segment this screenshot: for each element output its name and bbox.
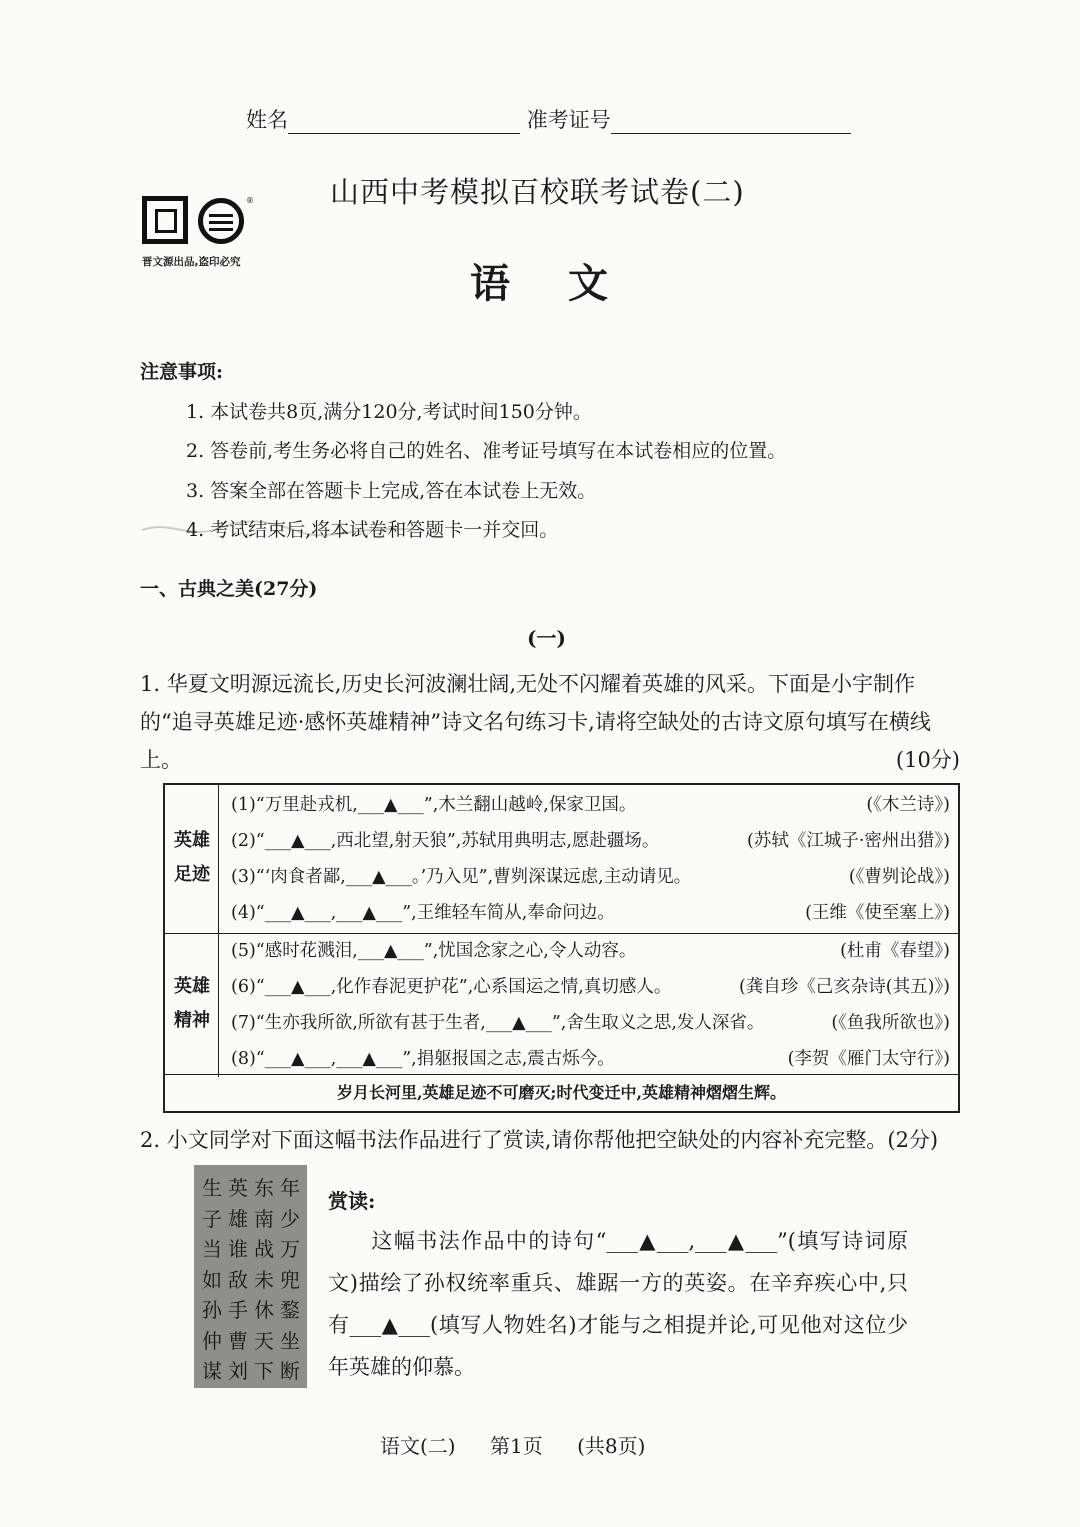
fill-blank-row[interactable]: (1)“万里赴戎机,___▲___”,木兰翻山越岭,保家卫国。 (《木兰诗》) <box>231 795 950 815</box>
calligraphy-column: 生子当如孙仲谋 <box>202 1176 222 1383</box>
fill-blank-row[interactable]: (6)“___▲___,化作春泥更护花”,心系国运之情,真切感人。 (龚自珍《己亥杂诗(其五)》) <box>231 977 950 997</box>
part-title: (一) <box>527 626 566 650</box>
group-hero-spirit <box>165 933 958 1077</box>
appreciation-text[interactable]: 这幅书法作品中的诗句“___▲___,___▲___”(填写诗词原文)描绘了孙权统率重兵、雄踞一方的英姿。在辛弃疾心中,只有___▲___(填写人物姓名)才能与之相提并论,可见他对这位少年英雄的仰慕。 <box>328 1229 908 1379</box>
question-2-text: 2. 小文同学对下面这幅书法作品进行了赏读,请你帮他把空缺处的内容补充完整。(2分) <box>140 1128 939 1152</box>
fill-blank-row[interactable]: (5)“感时花溅泪,___▲___”,忧国念家之心,令人动容。 (杜甫《春望》) <box>231 941 950 961</box>
fill-blank-row[interactable]: (4)“___▲___,___▲___”,王维轻车简从,奉命问边。 (王维《使至塞上》) <box>231 903 950 923</box>
poetry-practice-card <box>163 783 960 1113</box>
fill-blank-row[interactable]: (2)“___▲___,西北望,射天狼”,苏轼用典明志,愿赴疆场。 (苏轼《江城子·密州出猎》) <box>231 831 950 851</box>
footer-total: (共8页) <box>577 1434 646 1458</box>
fill-blank-row[interactable]: (7)“生亦我所欲,所欲有甚于生者,___▲___”,舍生取义之思,发人深省。 (《鱼我所欲也》) <box>231 1013 950 1033</box>
name-label: 姓名 <box>246 108 288 132</box>
name-blank[interactable] <box>288 133 520 134</box>
exam-title: 山西中考模拟百校联考试卷(二) <box>330 175 745 209</box>
group-label: 英雄 足迹 <box>165 785 219 933</box>
calligraphy-column: 东南战未休天下 <box>254 1176 274 1383</box>
footer-subject: 语文(二) <box>380 1434 456 1458</box>
page-footer <box>380 1430 673 1459</box>
registered-mark: ® <box>246 196 254 205</box>
notice-title: 注意事项: <box>140 361 224 383</box>
appreciation-title: 赏读: <box>328 1189 376 1213</box>
group-hero-footprints <box>165 785 958 934</box>
candidate-info-row <box>246 104 851 134</box>
footer-page: 第1页 <box>489 1434 543 1458</box>
section-title: 一、古典之美(27分) <box>140 578 318 600</box>
calligraphy-image <box>194 1165 307 1388</box>
question-1-text: 1. 华夏文明源远流长,历史长河波澜壮阔,无处不闪耀着英雄的风采。下面是小宇制作的“追寻英雄足迹·感怀英雄精神”诗文名句练习卡,请将空缺处的古诗文原句填写在横线上。 <box>140 672 931 772</box>
exam-id-blank[interactable] <box>611 133 851 134</box>
question-1 <box>140 665 960 779</box>
notice-item: 1. 本试卷共8页,满分120分,考试时间150分钟。 <box>186 401 592 423</box>
logo-caption: 晋文源出品,盗印必究 <box>142 256 241 268</box>
question-1-score: (10分) <box>895 748 960 772</box>
exam-id-label: 准考证号 <box>526 108 611 132</box>
logo-circle-icon <box>198 198 244 244</box>
notice-item: 2. 答卷前,考生务必将自己的姓名、准考证号填写在本试卷相应的位置。 <box>186 440 787 462</box>
notice-item: 3. 答案全部在答题卡上完成,答在本试卷上无效。 <box>186 480 597 502</box>
fill-blank-row[interactable]: (8)“___▲___,___▲___”,捐躯报国之志,震古烁今。 (李贺《雁门太守行》) <box>231 1049 950 1069</box>
calligraphy-column: 年少万兜鍪坐断 <box>280 1176 300 1383</box>
calligraphy-column: 英雄谁敌手曹刘 <box>228 1176 248 1383</box>
group-label: 英雄 精神 <box>165 933 219 1077</box>
notice-item: 4. 考试结束后,将本试卷和答题卡一并交回。 <box>186 519 559 541</box>
subject-title: 语文 <box>470 260 666 307</box>
logo-square-icon <box>142 196 188 244</box>
card-footer: 岁月长河里,英雄足迹不可磨灭;时代变迁中,英雄精神熠熠生辉。 <box>165 1074 958 1111</box>
fill-blank-row[interactable]: (3)“‘肉食者鄙,___▲___。’乃入见”,曹刿深谋远虑,主动请见。 (《曹刿论战》) <box>231 867 950 887</box>
